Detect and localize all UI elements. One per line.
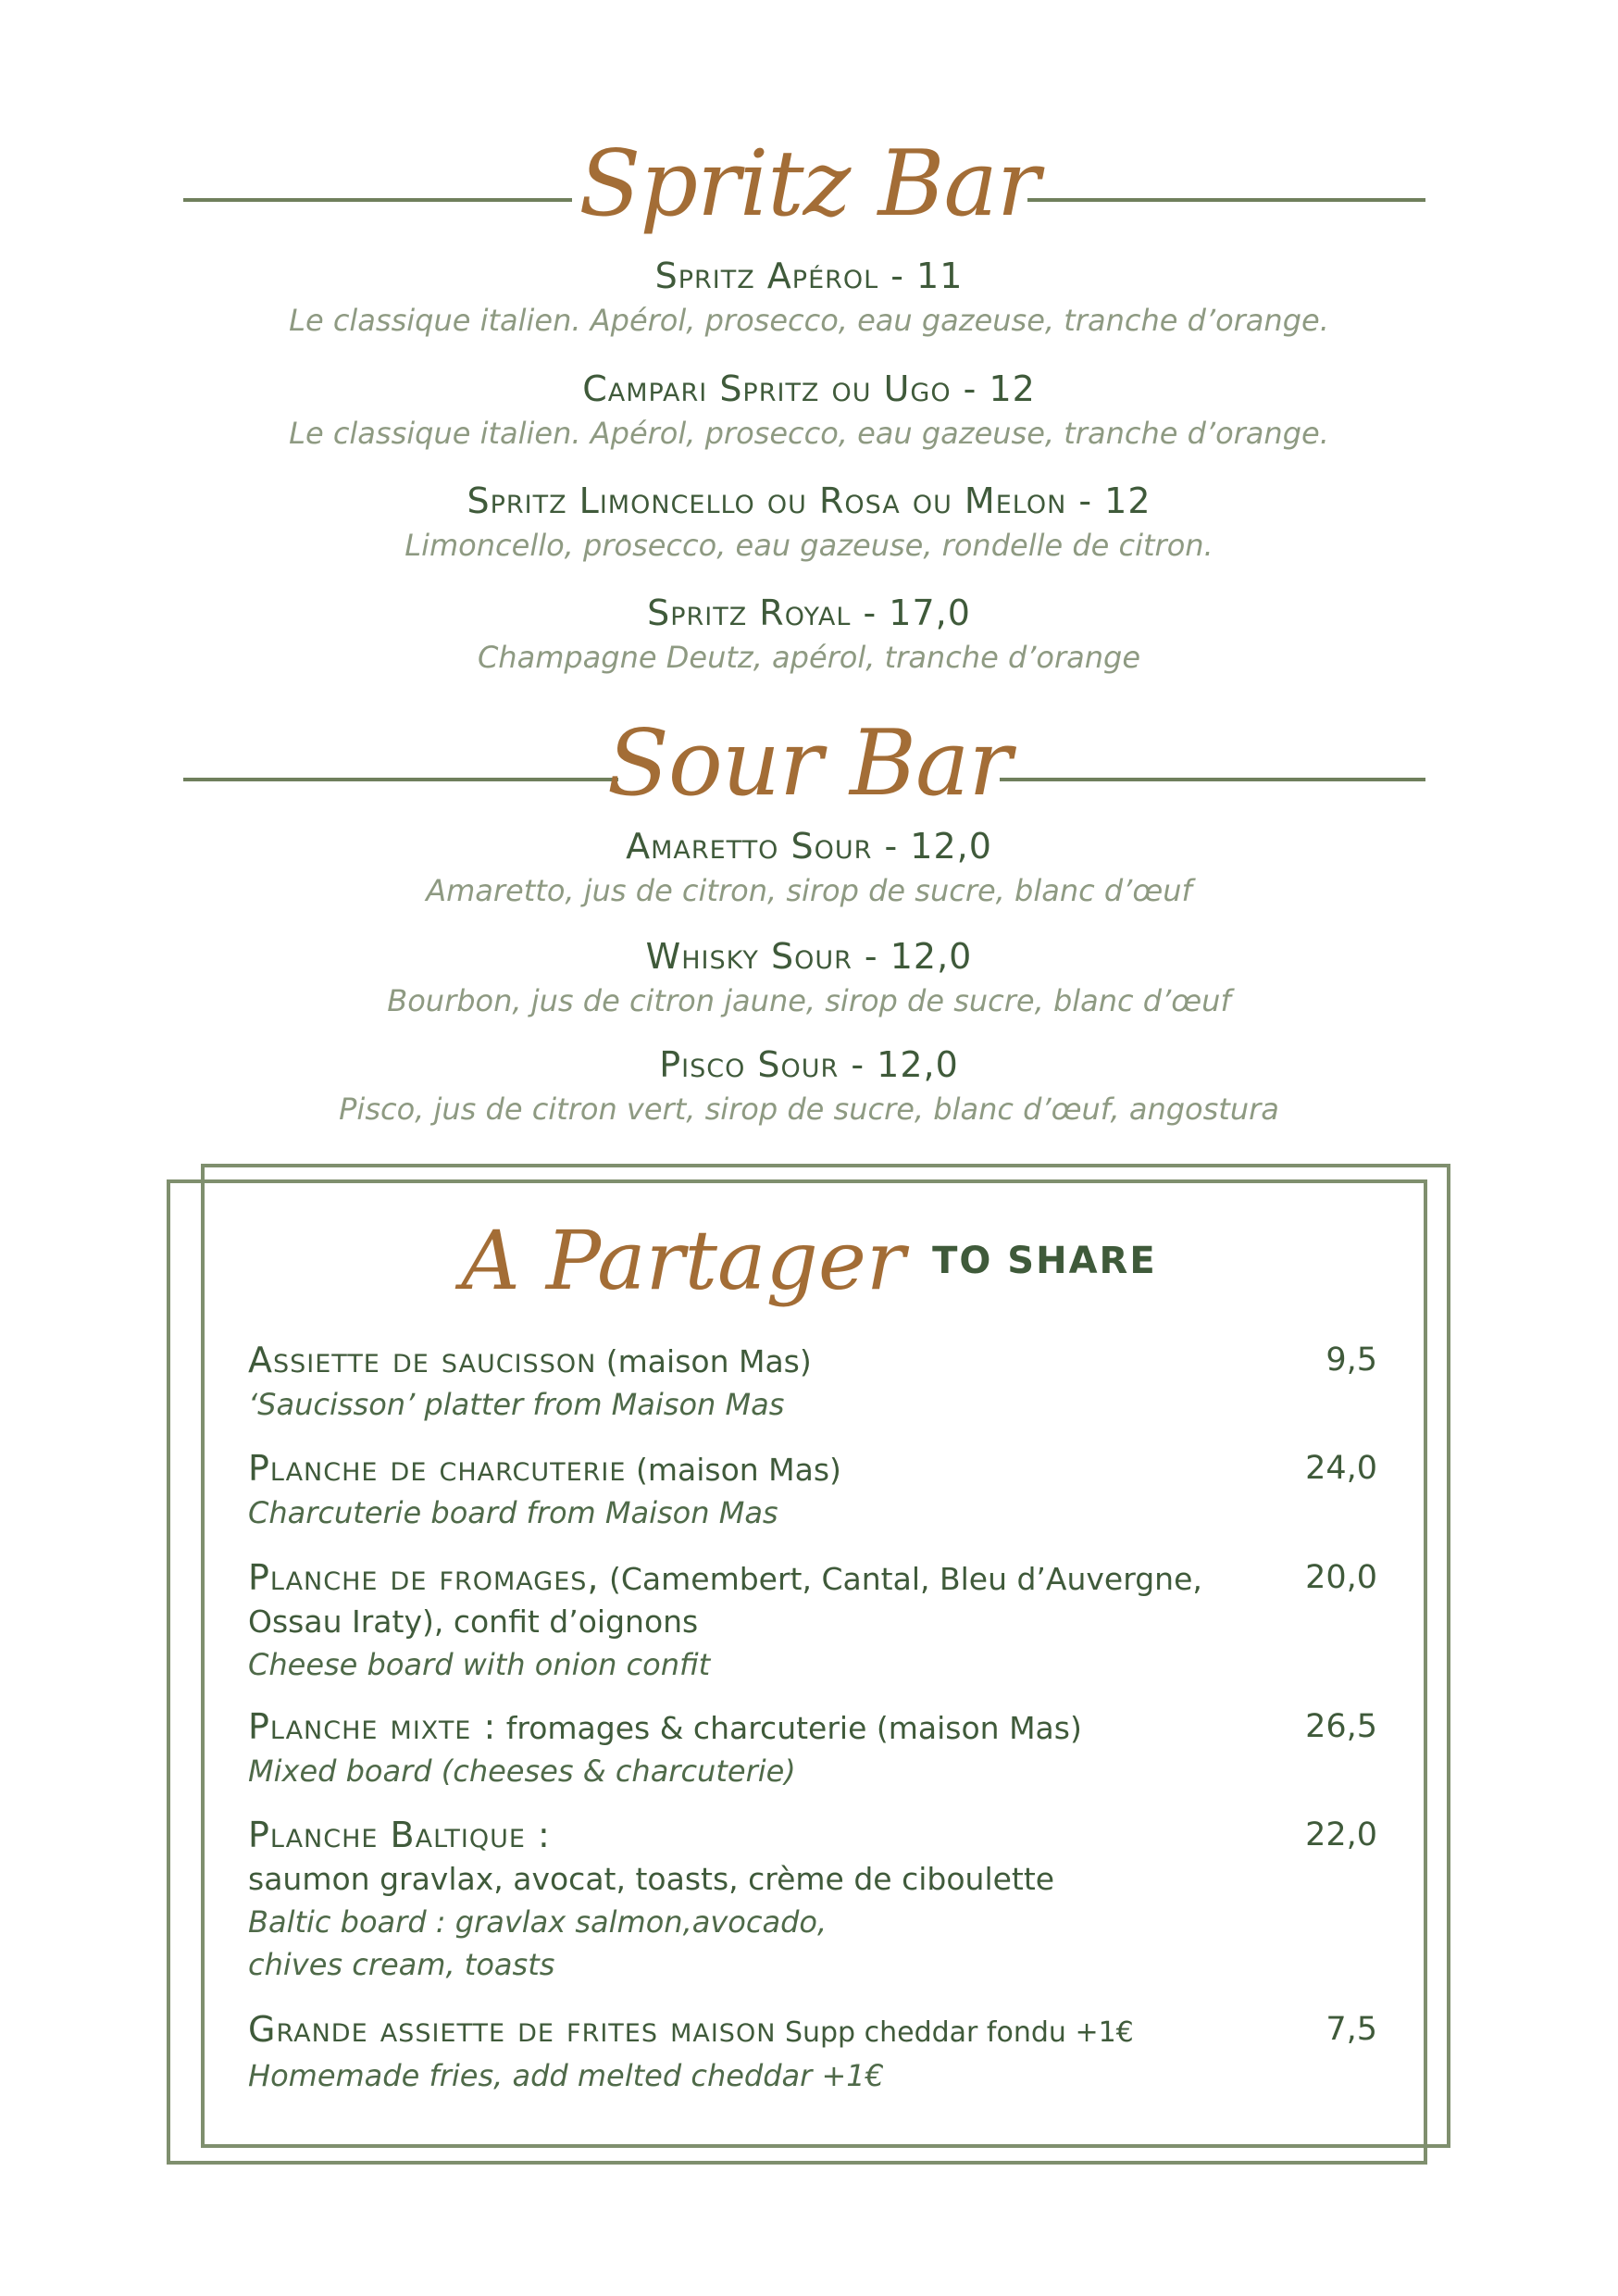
share-item-description: Homemade fries, add melted cheddar +1€ [248,2058,884,2093]
share-item-row [248,1447,1377,1491]
share-item-price: 22,0 [1305,1816,1377,1853]
share-item-row [248,1705,1377,1750]
item-description: Bourbon, jus de citron jaune, sirop de sucre, blanc d’œuf [387,983,1231,1018]
share-item [248,1705,1377,1792]
sour-item [0,1044,1618,1129]
share-item-description: Baltic board : gravlax salmon,avocado, [248,1904,828,1940]
sour-item [0,826,1618,911]
share-item-name-rest: (Camembert, Cantal, Bleu d’Auvergne, Ossau Iraty), confit d’oignons [248,1561,1202,1640]
share-item-name [248,2008,1377,2054]
share-item-name [248,1705,1377,1750]
item-description: Champagne Deutz, apérol, tranche d’orange [477,640,1141,675]
item-description: Amaretto, jus de citron, sirop de sucre, blanc d’œuf [426,873,1192,908]
share-item-row [248,2008,1377,2054]
share-item-name-caps: Planche de charcuterie [248,1448,627,1489]
sour-title: Sour Bar [606,711,1012,817]
share-item-description: Mixed board (cheeses & charcuterie) [248,1753,796,1789]
sour-item [0,936,1618,1021]
item-name: Pisco Sour - 12,0 [659,1044,959,1085]
spritz-item [0,593,1618,678]
share-item-description-line2: chives cream, toasts [248,1947,555,1982]
share-item-name-caps: Assiette de saucisson [248,1340,597,1380]
item-name: Spritz Limoncello ou Rosa ou Melon - 12 [467,480,1151,521]
item-description: Pisco, jus de citron vert, sirop de sucre, blanc d’œuf, angostura [339,1092,1279,1127]
share-item-name [248,1339,1377,1383]
share-item-price: 7,5 [1326,2011,1377,2048]
item-description: Le classique italien. Apérol, prosecco, eau gazeuse, tranche d’orange. [289,303,1329,338]
share-item-name-caps: Planche mixte : [248,1706,497,1747]
share-item-row [248,1556,1377,1643]
share-item-name-caps: Grande assiette de frites maison [248,2009,777,2050]
share-item-row [248,1814,1377,1858]
share-item-name [248,1556,1377,1643]
share-item [248,2008,1377,2097]
share-item-price: 9,5 [1326,1341,1377,1379]
share-item-description: Charcuterie board from Maison Mas [248,1495,778,1530]
share-item-name-caps: Planche de fromages, [248,1557,600,1598]
spritz-title: Spritz Bar [579,131,1039,237]
share-item [248,1447,1377,1534]
item-name: Campari Spritz ou Ugo - 12 [582,368,1036,409]
share-item-name [248,1814,1377,1858]
item-description: Limoncello, prosecco, eau gazeuse, rondelle de citron. [404,528,1214,563]
share-item-name-rest: fromages & charcuterie (maison Mas) [496,1710,1082,1746]
item-name: Whisky Sour - 12,0 [645,936,973,977]
share-item-name-rest: (maison Mas) [626,1452,841,1488]
share-item [248,1339,1377,1426]
share-title-script: A Partager [461,1213,905,1308]
share-item-description: ‘Saucisson’ platter from Maison Mas [248,1387,785,1422]
share-item-price: 20,0 [1305,1559,1377,1596]
item-name: Spritz Royal - 17,0 [647,593,971,633]
share-item-name-caps: Planche Baltique : [248,1815,551,1855]
share-item [248,1814,1377,1986]
share-item-name-extra: Supp cheddar fondu +1€ [776,2016,1134,2049]
spritz-item [0,480,1618,566]
share-item-name-rest: (maison Mas) [596,1343,812,1379]
share-item-price: 26,5 [1305,1708,1377,1745]
item-name: Amaretto Sour - 12,0 [626,826,992,867]
share-item-name [248,1447,1377,1491]
spritz-item [0,256,1618,341]
share-title [0,1213,1618,1308]
share-item-price: 24,0 [1305,1450,1377,1487]
item-name: Spritz Apérol - 11 [654,256,964,296]
share-item-description: Cheese board with onion confit [248,1647,711,1682]
share-item-name-line2: saumon gravlax, avocat, toasts, crème de ciboulette [248,1861,1055,1897]
share-title-caps: TO SHARE [932,1239,1157,1282]
spritz-item [0,368,1618,454]
share-item-row [248,1339,1377,1383]
item-description: Le classique italien. Apérol, prosecco, eau gazeuse, tranche d’orange. [289,416,1329,451]
share-item [248,1556,1377,1686]
